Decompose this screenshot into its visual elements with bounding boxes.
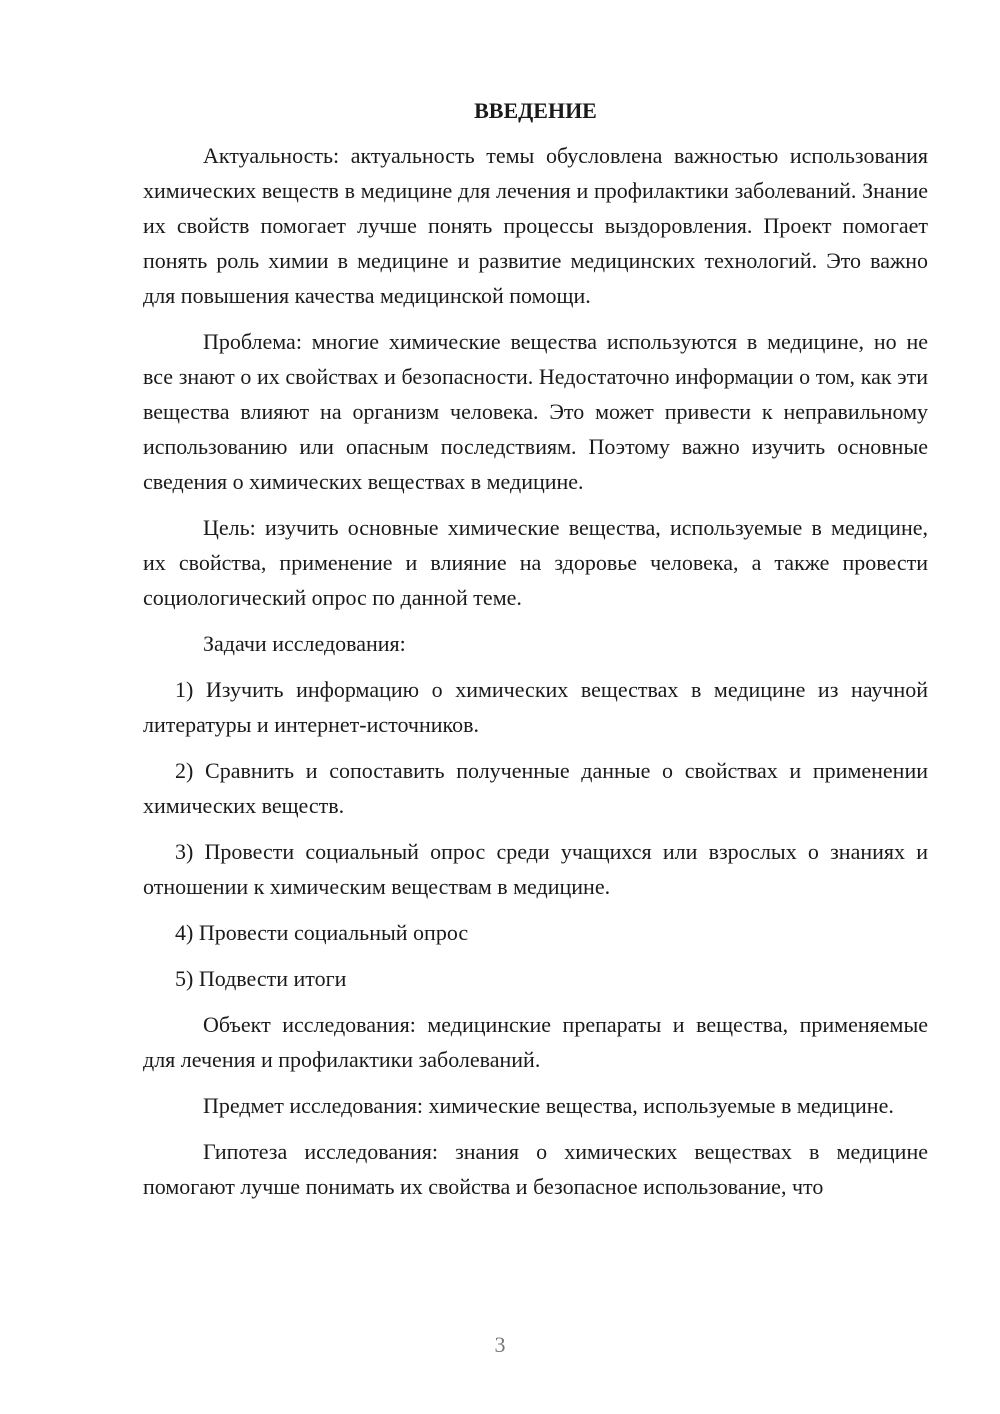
paragraph-subject: Предмет исследования: химические вещества, используемые в медицине. bbox=[203, 1093, 894, 1118]
task-item-3: 3) Провести социальный опрос среди учащихся или взрослых о знаниях и отношении к химическим веществам в медицине. bbox=[143, 839, 928, 899]
paragraph-hypothesis: Гипотеза исследования: знания о химических веществах в медицине помогают лучше понимать их свойства и безопасное использование, что bbox=[143, 1139, 928, 1199]
task-item-5: 5) Подвести итоги bbox=[175, 966, 347, 991]
paragraph-problem: Проблема: многие химические вещества используются в медицине, но не все знают о их свойствах и безопасности. Недостаточно информации о том, как эти вещества влияют на организм человека. Это может привести к неправильному использованию или опасным последствиям. Поэтому важно изучить основные сведения о химических веществах в медицине. bbox=[143, 329, 928, 494]
task-item-4: 4) Провести социальный опрос bbox=[175, 920, 469, 945]
paragraph-tasks-heading: Задачи исследования: bbox=[203, 631, 406, 656]
section-title: ВВЕДЕНИЕ bbox=[474, 98, 597, 123]
paragraph-relevance: Актуальность: актуальность темы обусловлена важностью использования химических веществ в медицине для лечения и профилактики заболеваний. Знание их свойств помогает лучше понять процессы выздоровления. Проект помогает понять роль химии в медицине и развитие медицинских технологий. Это важно для повышения качества медицинской помощи. bbox=[143, 143, 928, 308]
page-number: 3 bbox=[494, 1332, 506, 1357]
task-item-2: 2) Сравнить и сопоставить полученные данные о свойствах и применении химических веществ. bbox=[143, 758, 928, 818]
document-body bbox=[143, 96, 928, 1215]
task-item-1: 1) Изучить информацию о химических веществах в медицине из научной литературы и интернет-источников. bbox=[143, 677, 928, 737]
paragraph-goal: Цель: изучить основные химические вещества, используемые в медицине, их свойства, применение и влияние на здоровье человека, а также провести социологический опрос по данной теме. bbox=[143, 515, 928, 610]
paragraph-object: Объект исследования: медицинские препараты и вещества, применяемые для лечения и профилактики заболеваний. bbox=[143, 1012, 928, 1072]
